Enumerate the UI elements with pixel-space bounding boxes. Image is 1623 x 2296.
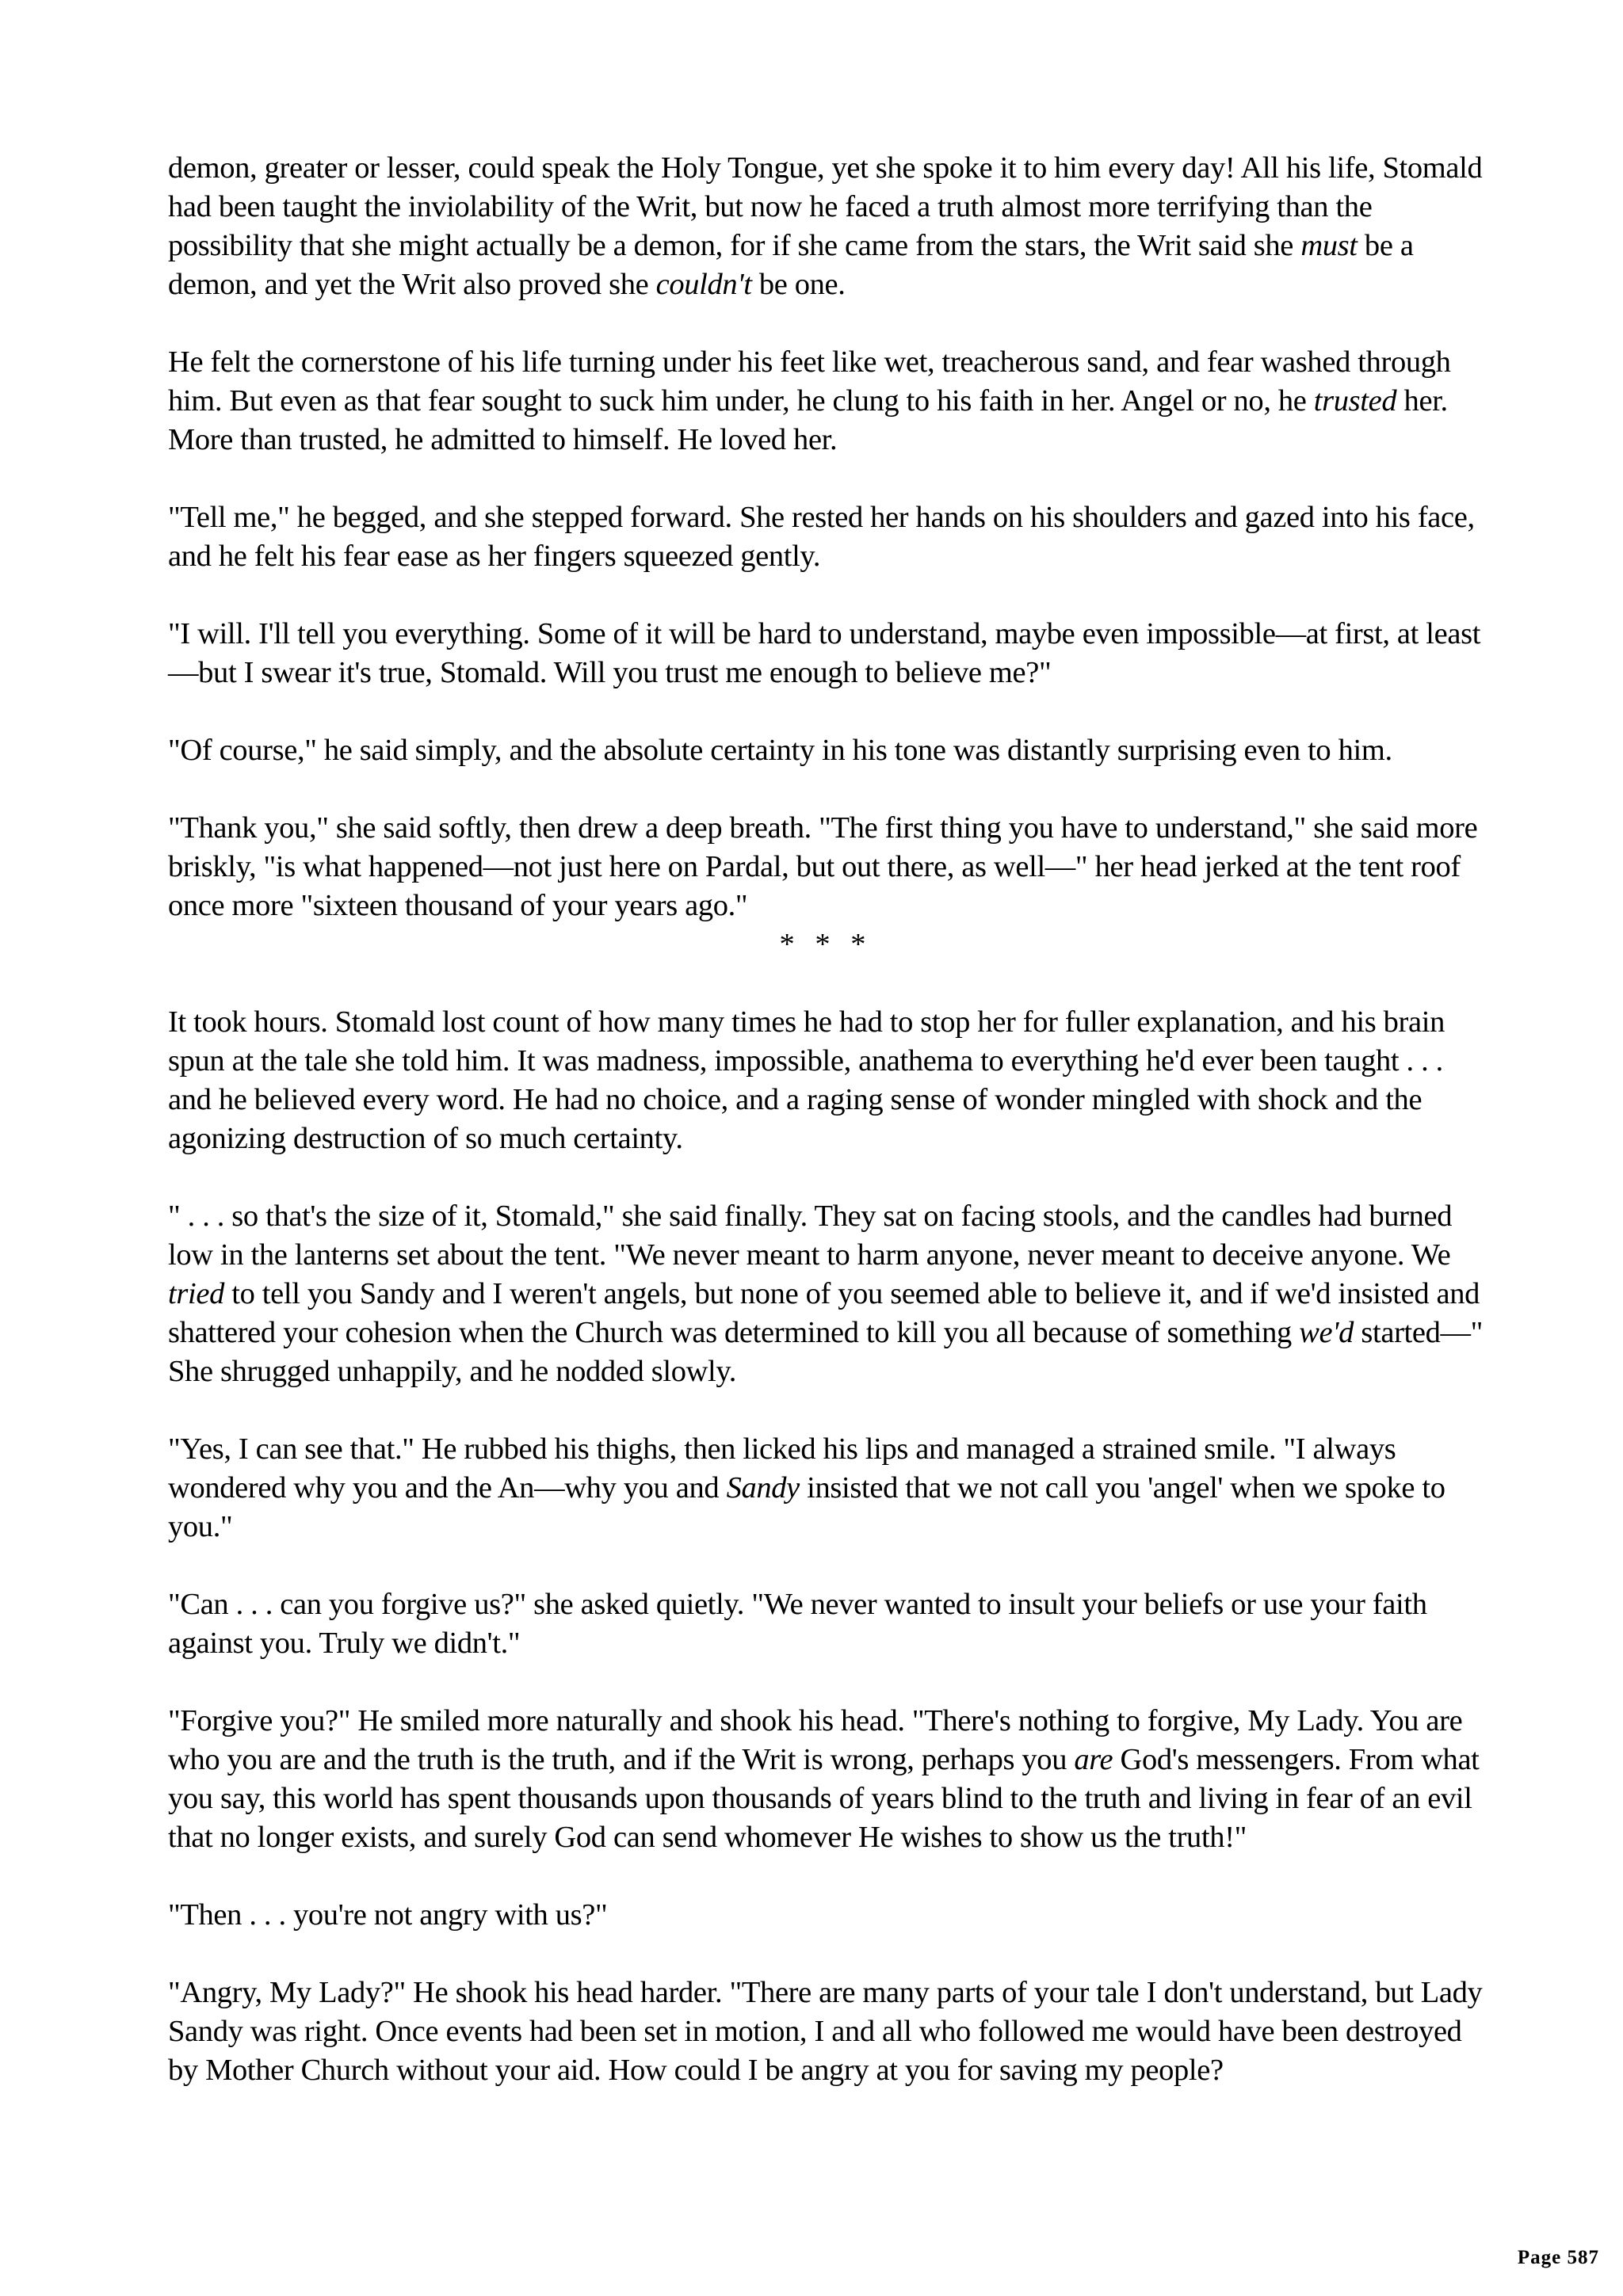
- page-number: Page 587: [1517, 2247, 1599, 2268]
- paragraph: "I will. I'll tell you everything. Some of it will be hard to understand, maybe even impossible—at first, at least—but I swear it's true, Stomald. Will you trust me enough to believe me?": [168, 617, 1481, 689]
- paragraph: It took hours. Stomald lost count of how many times he had to stop her for fuller explanation, and his brain spun at the tale she told him. It was madness, impossible, anathema to everything he'd ever been taught . . . and he believed every word. He had no choice, and a raging sense of wonder mingled with shock and the agonizing destruction of so much certainty.: [168, 1005, 1445, 1155]
- paragraph-group-after-break: [168, 1003, 1484, 2090]
- paragraph: "Then . . . you're not angry with us?": [168, 1898, 608, 1932]
- italic-run: couldn't: [655, 268, 752, 301]
- italic-run: trusted: [1313, 384, 1397, 418]
- italic-run: we'd: [1299, 1316, 1354, 1349]
- paragraph: " . . . so that's the size of it, Stomald," she said finally. They sat on facing stools, and the candles had burned low in the lanterns set about the tent. "We never meant to harm anyone, never meant to deceive anyone. We tried to tell you Sandy and I weren't angels, but none of you seemed able to believe it, and if we'd insisted and shattered your cohesion when the Church was determined to kill you all because of something we'd started—" She shrugged unhappily, and he nodded slowly.: [168, 1199, 1484, 1388]
- italic-run: are: [1074, 1743, 1113, 1776]
- paragraph: demon, greater or lesser, could speak the Holy Tongue, yet she spoke it to him every day! All his life, Stomald had been taught the inviolability of the Writ, but now he faced a truth almost more terrifying than the possibility that she might actually be a demon, for if she came from the stars, the Writ said she must be a demon, and yet the Writ also proved she couldn't be one.: [168, 151, 1483, 301]
- paragraph: "Of course," he said simply, and the absolute certainty in his tone was distantly surprising even to him.: [168, 734, 1392, 767]
- paragraph: "Can . . . can you forgive us?" she asked quietly. "We never wanted to insult your beliefs or use your faith against you. Truly we didn't.": [168, 1588, 1427, 1660]
- page-body: [168, 149, 1484, 2090]
- italic-run: must: [1300, 229, 1358, 262]
- paragraph: "Tell me," he begged, and she stepped forward. She rested her hands on his shoulders and gazed into his face, and he felt his fear ease as her fingers squeezed gently.: [168, 501, 1475, 573]
- paragraph: "Yes, I can see that." He rubbed his thighs, then licked his lips and managed a strained smile. "I always wondered why you and the An—why you and Sandy insisted that we not call you 'angel' when we spoke to you.": [168, 1432, 1445, 1543]
- scene-break: * * *: [779, 928, 873, 961]
- paragraph: "Forgive you?" He smiled more naturally and shook his head. "There's nothing to forgive, My Lady. You are who you are and the truth is the truth, and if the Writ is wrong, perhaps you are God's messengers. From what you say, this world has spent thousands upon thousands of years blind to the truth and living in fear of an evil that no longer exists, and surely God can send whomever He wishes to show us the truth!": [168, 1704, 1480, 1854]
- paragraph: "Angry, My Lady?" He shook his head harder. "There are many parts of your tale I don't understand, but Lady Sandy was right. Once events had been set in motion, I and all who followed me would have been destroyed by Mother Church without your aid. How could I be angry at you for saving my people?: [168, 1976, 1483, 2087]
- paragraph: He felt the cornerstone of his life turning under his feet like wet, treacherous sand, and fear washed through him. But even as that fear sought to suck him under, he clung to his faith in her. Angel or no, he trusted her. More than trusted, he admitted to himself. He loved her.: [168, 345, 1451, 456]
- italic-run: Sandy: [726, 1471, 800, 1505]
- italic-run: tried: [168, 1277, 224, 1310]
- paragraph-group-before-break: [168, 149, 1484, 925]
- paragraph: "Thank you," she said softly, then drew a deep breath. "The first thing you have to understand," she said more briskly, "is what happened—not just here on Pardal, but out there, as well—" her head jerked at the tent roof once more "sixteen thousand of your years ago.": [168, 811, 1478, 922]
